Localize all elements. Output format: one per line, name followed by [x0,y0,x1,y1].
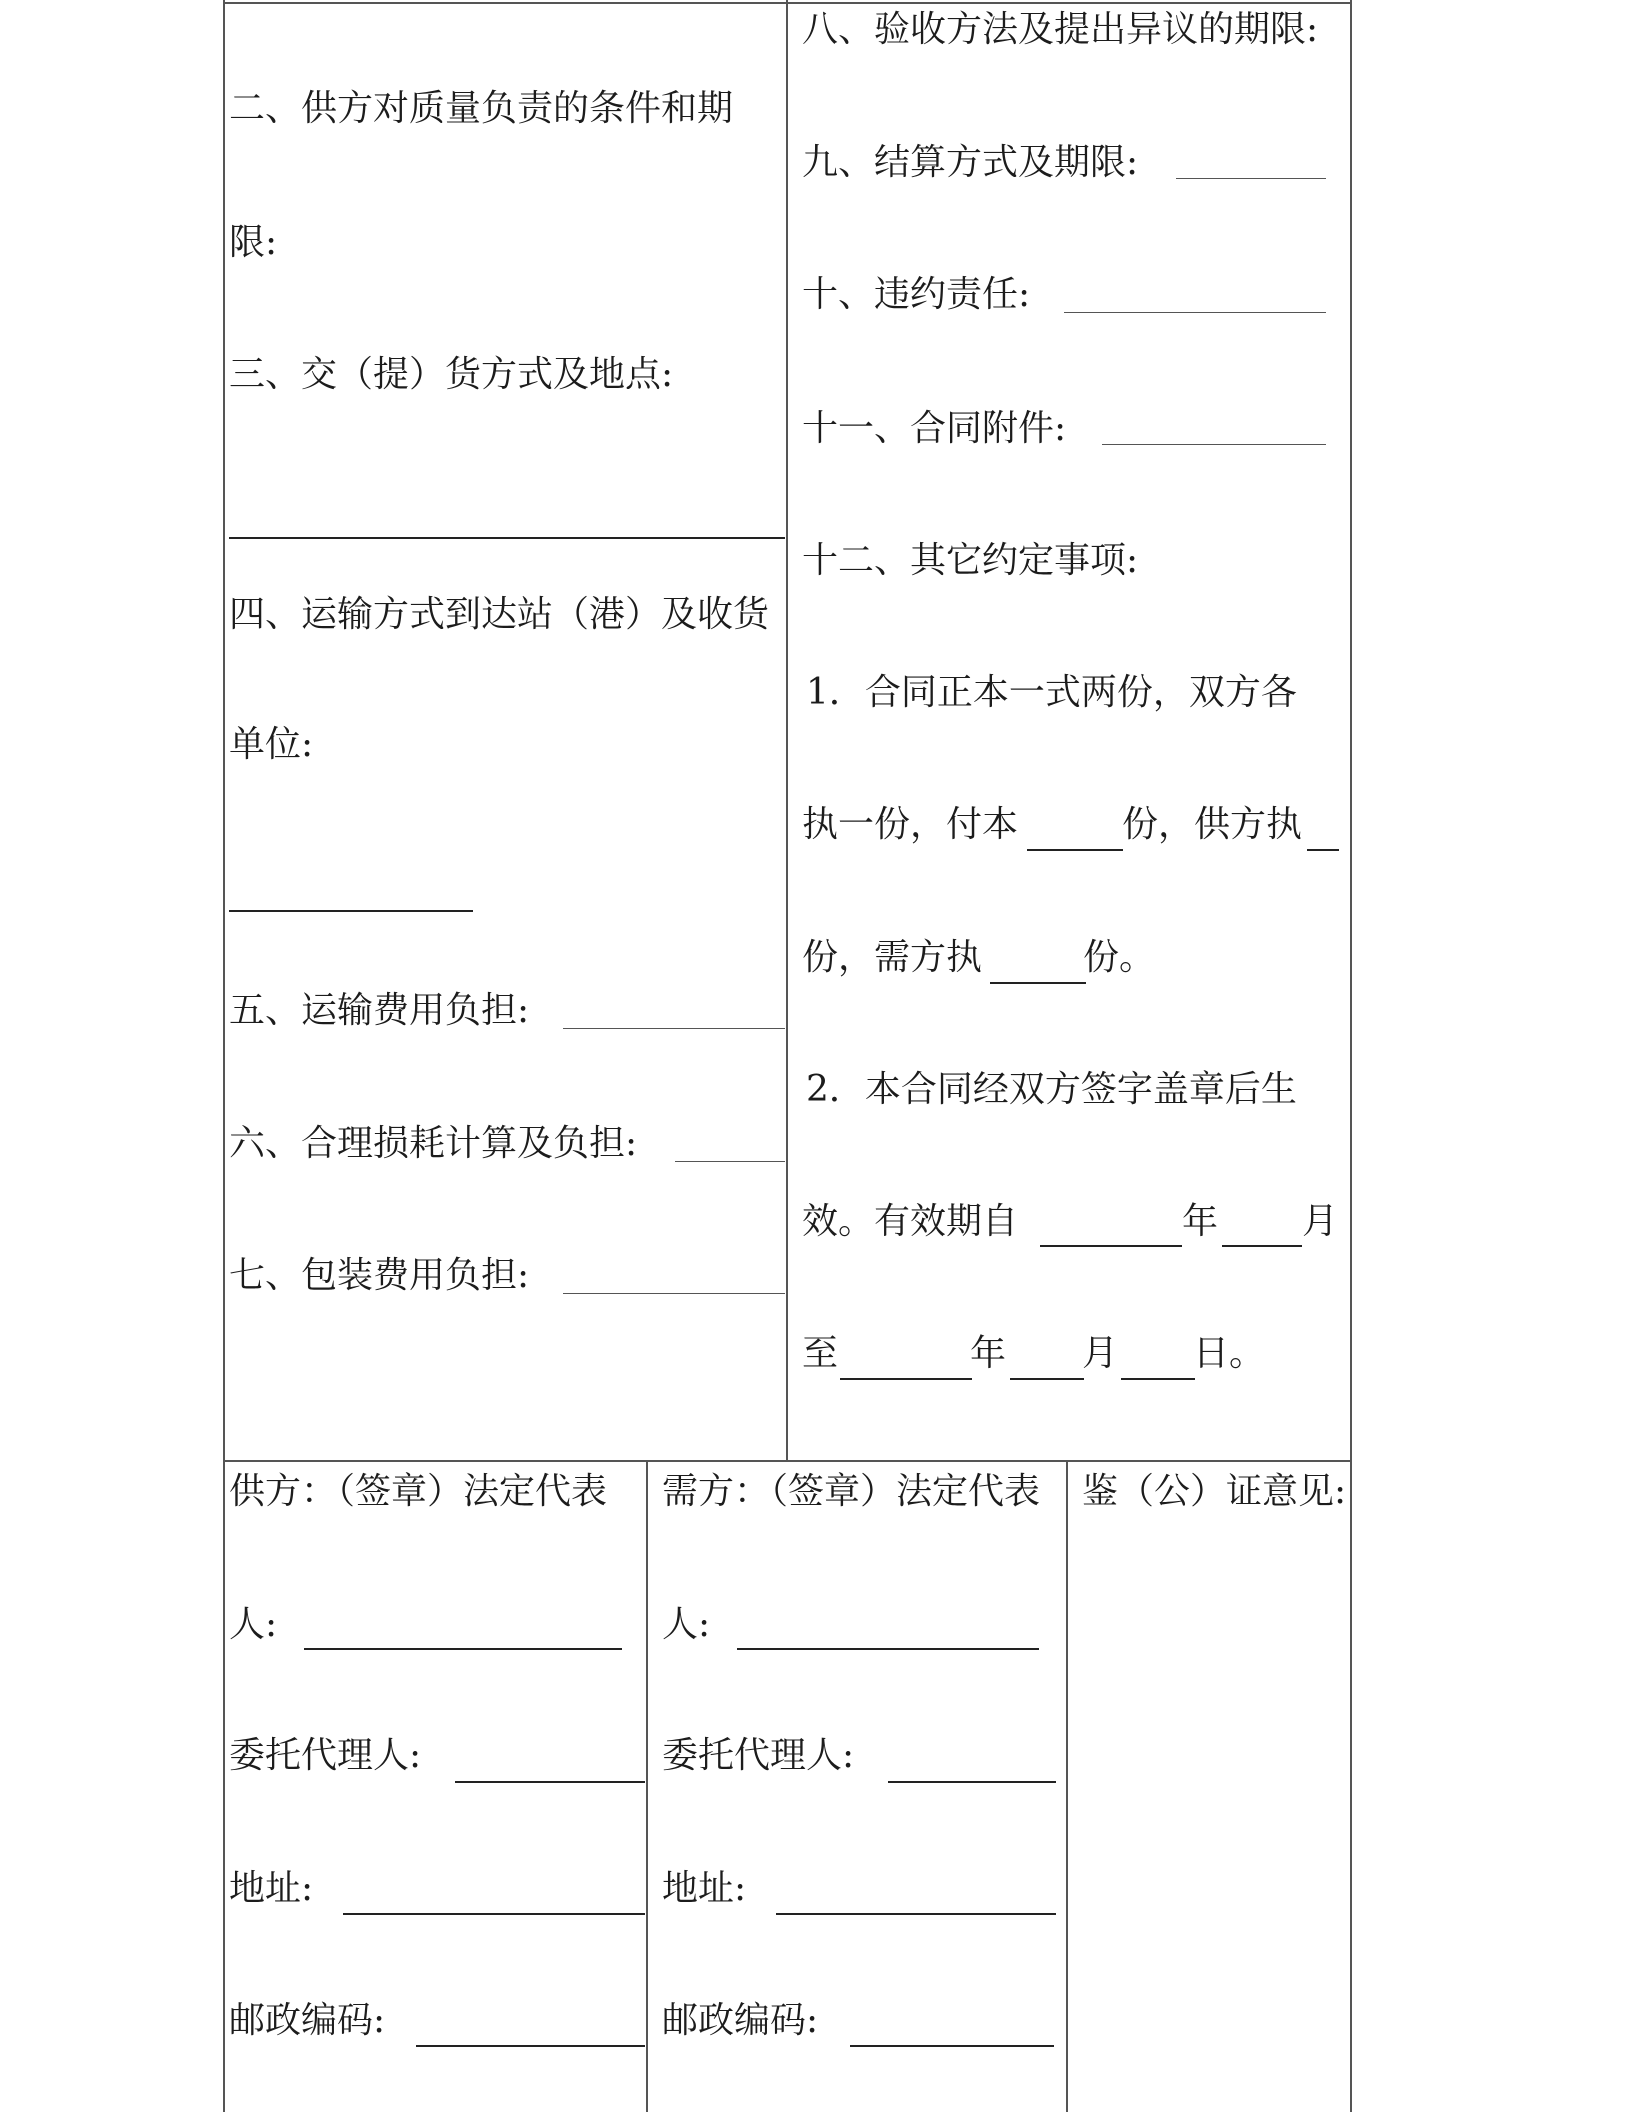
buyer-title: 需方：（签章）法定代表 [662,1471,1041,1512]
sub-clause-1-line3a: 份，需方执 [802,937,983,978]
clause-6-blank[interactable] [675,1161,785,1162]
buyer-agent-label: 委托代理人: [662,1735,855,1776]
buyer-rep-label: 人: [662,1604,711,1645]
clause-11-blank[interactable] [1102,444,1326,445]
valid-from-year-blank[interactable] [1040,1245,1182,1247]
sub-clause-2-month1: 月 [1302,1201,1339,1242]
sub-clause-2-line1: 2．本合同经双方签字盖章后生 [806,1069,1297,1110]
buyer-copies-blank[interactable] [990,982,1086,984]
buyer-postcode-blank[interactable] [850,2045,1054,2047]
clause-2-quality-line1: 二、供方对质量负责的条件和期 [229,88,734,129]
supplier-postcode-label: 邮政编码: [229,2000,386,2041]
supplier-copies-blank[interactable] [1307,849,1339,851]
clause-4-transport-line1: 四、运输方式到达站（港）及收货 [229,594,770,635]
clause-12-other: 十二、其它约定事项: [802,540,1139,581]
clause-3-delivery: 三、交（提）货方式及地点: [229,354,674,395]
clause-9-settlement: 九、结算方式及期限: [802,142,1139,183]
supplier-agent-label: 委托代理人: [229,1735,422,1776]
clause-7-packaging: 七、包装费用负担: [229,1255,530,1296]
supplier-rep-label: 人: [229,1604,278,1645]
signature-divider-1 [646,1460,648,2112]
sub-clause-1-line2b: 份，供方执 [1122,804,1303,845]
clause-10-liability: 十、违约责任: [802,274,1031,315]
copies-blank[interactable] [1027,849,1123,851]
buyer-address-label: 地址: [662,1868,747,1909]
clause-5-freight: 五、运输费用负担: [229,990,530,1031]
signature-divider-2 [1066,1460,1068,2112]
clause-11-attachments: 十一、合同附件: [802,408,1067,449]
table-right-border [1350,0,1352,2112]
clause-8-acceptance: 八、验收方法及提出异议的期限: [802,9,1319,50]
sub-clause-2-to: 至 [802,1333,839,1374]
buyer-rep-blank[interactable] [737,1648,1039,1650]
sub-clause-1-line1: 1．合同正本一式两份，双方各 [806,672,1297,713]
clause-4-transport-line2: 单位: [229,724,314,765]
valid-from-month-blank[interactable] [1222,1245,1302,1247]
supplier-address-label: 地址: [229,1868,314,1909]
clause-4-blank[interactable] [229,910,473,912]
supplier-title: 供方：（签章）法定代表 [229,1471,608,1512]
valid-to-month-blank[interactable] [1010,1378,1084,1380]
sub-clause-2-line2a: 效。有效期自 [802,1201,1019,1242]
table-left-border [223,0,225,2112]
sub-clause-1-line2a: 执一份，付本 [802,804,1019,845]
valid-to-year-blank[interactable] [840,1378,972,1380]
supplier-agent-blank[interactable] [455,1781,645,1783]
clause-2-quality-line2: 限: [229,222,278,263]
clause-3-blank[interactable] [229,537,785,539]
sub-clause-1-line3b: 份。 [1083,937,1156,978]
supplier-rep-blank[interactable] [304,1648,622,1650]
clause-6-loss: 六、合理损耗计算及负担: [229,1123,638,1164]
valid-to-day-blank[interactable] [1121,1378,1195,1380]
clause-10-blank[interactable] [1064,312,1326,313]
clause-9-blank[interactable] [1176,178,1326,179]
clause-5-blank[interactable] [563,1028,785,1029]
buyer-postcode-label: 邮政编码: [662,2000,819,2041]
buyer-address-blank[interactable] [776,1913,1056,1915]
sub-clause-2-month2: 月 [1082,1333,1119,1374]
sub-clause-2-year1: 年 [1182,1201,1219,1242]
signature-row-border [223,1460,1352,1462]
buyer-agent-blank[interactable] [888,1781,1056,1783]
supplier-address-blank[interactable] [343,1913,645,1915]
supplier-postcode-blank[interactable] [416,2045,645,2047]
upper-column-divider [786,0,788,1462]
sub-clause-2-year2: 年 [970,1333,1007,1374]
notary-title: 鉴（公）证意见: [1082,1471,1347,1512]
clause-7-blank[interactable] [563,1293,785,1294]
sub-clause-2-day: 日。 [1193,1333,1266,1374]
